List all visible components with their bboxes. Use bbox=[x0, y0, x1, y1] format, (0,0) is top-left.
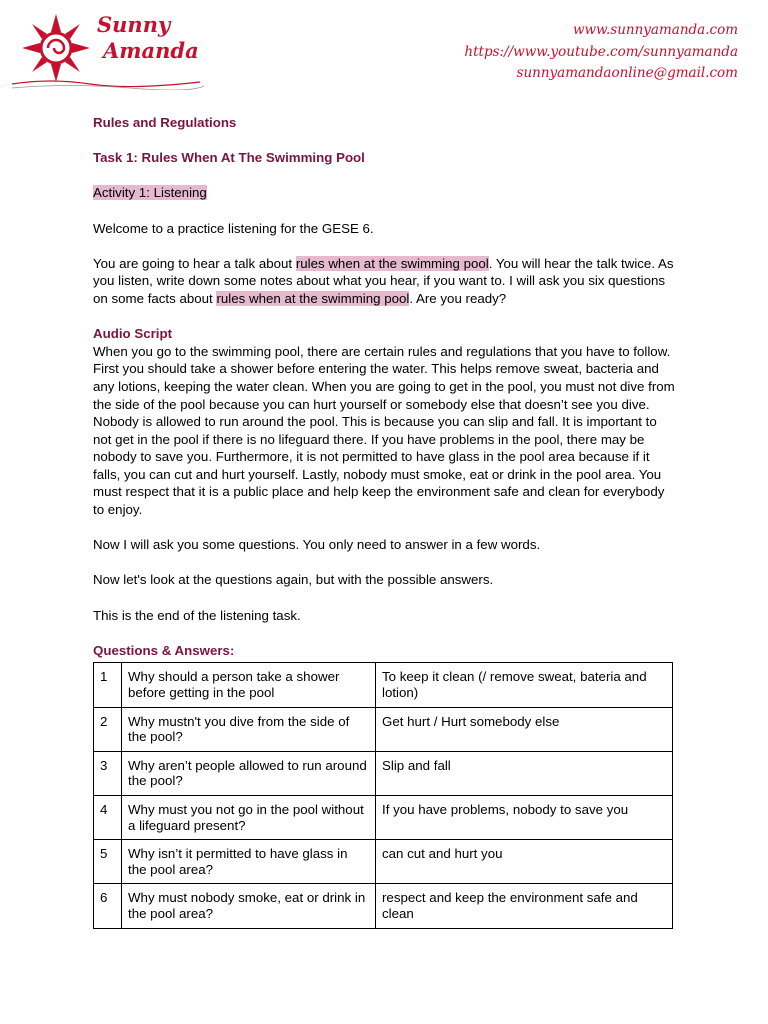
youtube-link[interactable]: https://www.youtube.com/sunnyamanda bbox=[464, 43, 738, 60]
question-cell: Why mustn't you dive from the side of the pool? bbox=[122, 707, 376, 751]
end-text: This is the end of the listening task. bbox=[93, 607, 301, 623]
document-body bbox=[93, 114, 678, 929]
table-row bbox=[94, 707, 673, 751]
brand-name bbox=[97, 12, 199, 64]
answer-cell: To keep it clean (/ remove sweat, bateria and lotion) bbox=[376, 663, 673, 707]
question-cell: Why must nobody smoke, eat or drink in the pool area? bbox=[122, 884, 376, 928]
script-heading: Audio Script bbox=[93, 326, 173, 342]
table-row bbox=[94, 751, 673, 795]
qa-table bbox=[93, 662, 673, 928]
doc-title: Rules and Regulations bbox=[93, 115, 237, 130]
table-row bbox=[94, 840, 673, 884]
row-number: 6 bbox=[94, 884, 122, 928]
row-number: 4 bbox=[94, 795, 122, 839]
row-number: 3 bbox=[94, 751, 122, 795]
qa-heading: Questions & Answers: bbox=[93, 642, 235, 658]
question-cell: Why should a person take a shower before getting in the pool bbox=[122, 663, 376, 707]
brand-line-2: Amanda bbox=[103, 38, 199, 63]
again-text: Now let's look at the questions again, but with the possible answers. bbox=[93, 572, 494, 588]
highlight-topic-2: rules when at the swimming pool bbox=[216, 290, 410, 306]
task-heading: Task 1: Rules When At The Swimming Pool bbox=[93, 150, 365, 166]
activity-label: Activity 1: Listening bbox=[93, 185, 207, 201]
row-number: 2 bbox=[94, 707, 122, 751]
question-cell: Why must you not go in the pool without a lifeguard present? bbox=[122, 795, 376, 839]
highlight-topic-1: rules when at the swimming pool bbox=[295, 255, 489, 271]
row-number: 5 bbox=[94, 840, 122, 884]
contact-block bbox=[464, 20, 738, 85]
website-link[interactable]: www.sunnyamanda.com bbox=[572, 22, 738, 38]
question-cell: Why aren’t people allowed to run around the pool? bbox=[122, 751, 376, 795]
welcome-text: Welcome to a practice listening for the GESE 6. bbox=[93, 220, 374, 236]
table-row bbox=[94, 663, 673, 707]
answer-cell: can cut and hurt you bbox=[376, 840, 673, 884]
script-text: When you go to the swimming pool, there are certain rules and regulations that you have to follow. First you should take a shower before entering the water. This helps remove sweat, bacteria and any lotions, keeping the water clean. When you are going to get in the pool, you must not dive from the side of the pool because you can hurt yourself or somebody else that doesn’t see you dive. Nobody is allowed to run around the pool. This is because you can slip and fall. It is important to not get in the pool if there is no lifeguard there. If you have problems in the pool, there may be nobody to save you. Furthermore, it is not permitted to have glass in the pool area because if it falls, you can cut and hurt yourself. Lastly, nobody must smoke, eat or drink in the pool area. You must respect that it is a public place and help keep the environment safe and clean for everybody to enjoy. bbox=[93, 343, 675, 518]
table-row bbox=[94, 795, 673, 839]
answer-cell: Slip and fall bbox=[376, 751, 673, 795]
ask-text: Now I will ask you some questions. You only need to answer in a few words. bbox=[93, 537, 541, 553]
table-row bbox=[94, 884, 673, 928]
intro-paragraph: You are going to hear a talk about rules when at the swimming pool. You will hear the talk twice. As you listen, write down some notes about what you hear, if you want to. I will ask you six questions on some facts about rules when at the swimming pool. Are you ready? bbox=[93, 255, 674, 306]
question-cell: Why isn’t it permitted to have glass in the pool area? bbox=[122, 840, 376, 884]
brand-line-1: Sunny bbox=[97, 12, 171, 37]
answer-cell: respect and keep the environment safe and clean bbox=[376, 884, 673, 928]
row-number: 1 bbox=[94, 663, 122, 707]
email-link[interactable]: sunnyamandaonline@gmail.com bbox=[516, 65, 738, 81]
answer-cell: If you have problems, nobody to save you bbox=[376, 795, 673, 839]
answer-cell: Get hurt / Hurt somebody else bbox=[376, 707, 673, 751]
